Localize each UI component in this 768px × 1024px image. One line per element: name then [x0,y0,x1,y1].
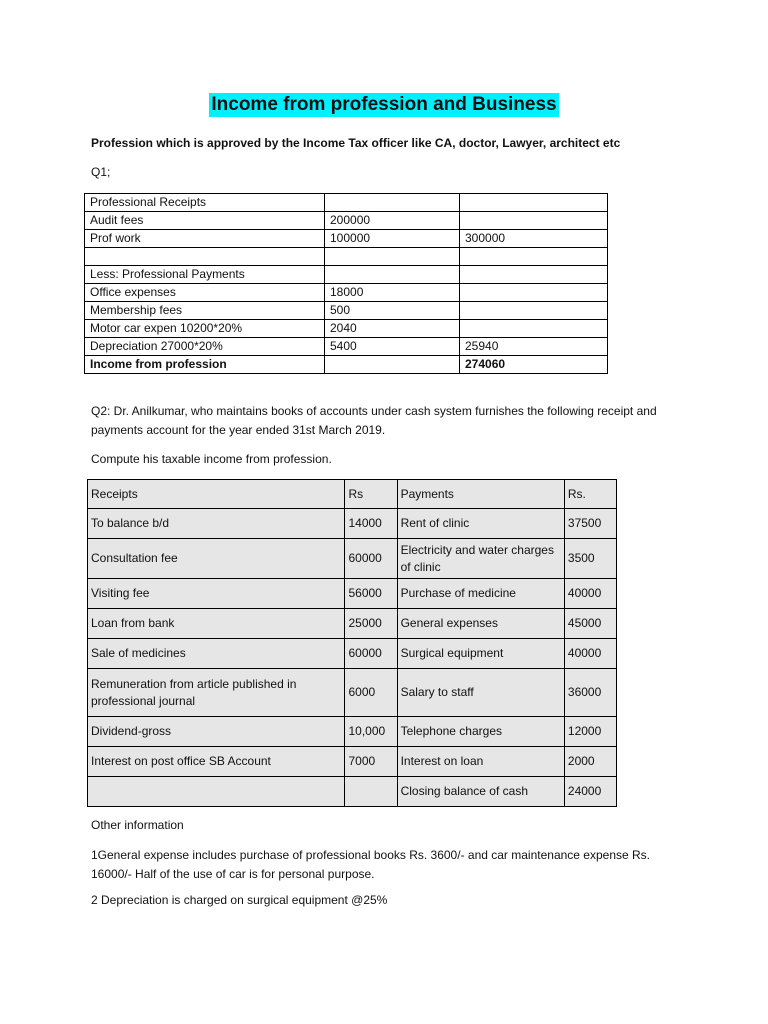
table-cell: 500 [325,302,460,320]
table-header-cell: Receipts [88,480,345,509]
table-cell: Membership fees [85,302,325,320]
table-row [85,302,608,320]
q2-text: Q2: Dr. Anilkumar, who maintains books of accounts under cash system furnishes the following receipt and payments account for the year ended 31st March 2019. [91,404,657,437]
table-cell: 45000 [564,609,616,639]
table-cell: To balance b/d [88,509,345,539]
table-header-cell: Rs. [564,480,616,509]
table-cell: Sale of medicines [88,639,345,669]
table-cell: Electricity and water charges of clinic [397,539,564,579]
table-cell: Surgical equipment [397,639,564,669]
table-row [88,747,617,777]
table-cell [325,194,460,212]
table-row [88,717,617,747]
table-cell: 25000 [345,609,397,639]
table-row [85,284,608,302]
table-cell [345,777,397,807]
table-cell: 60000 [345,639,397,669]
table-cell: Remuneration from article published in professional journal [88,669,345,717]
table-cell: Professional Receipts [85,194,325,212]
table-row [85,356,608,374]
table-row [88,639,617,669]
table-row [88,579,617,609]
table-cell [460,194,608,212]
table-cell: Closing balance of cash [397,777,564,807]
table-cell: 3500 [564,539,616,579]
table-cell [325,356,460,374]
table-row [88,669,617,717]
table-cell: 40000 [564,579,616,609]
table-cell: Depreciation 27000*20% [85,338,325,356]
table-cell [460,302,608,320]
table-cell: Consultation fee [88,539,345,579]
table-row [85,320,608,338]
table-cell: Less: Professional Payments [85,266,325,284]
table-cell [460,266,608,284]
table-cell [460,320,608,338]
table-cell: 12000 [564,717,616,747]
table-row [88,509,617,539]
table-cell: 2040 [325,320,460,338]
table-row [85,212,608,230]
note-2: 2 Depreciation is charged on surgical equipment @25% [91,893,388,907]
table-row [88,539,617,579]
table-cell: General expenses [397,609,564,639]
table-cell [460,248,608,266]
table-row [88,777,617,807]
table-cell: 18000 [325,284,460,302]
receipts-payments-table [87,479,617,807]
table-cell: Prof work [85,230,325,248]
table-row [85,248,608,266]
intro-text: Profession which is approved by the Income Tax officer like CA, doctor, Lawyer, architect etc [91,136,621,150]
note-1: 1General expense includes purchase of professional books Rs. 3600/- and car maintenance expense Rs. 16000/- Half of the use of car is for personal purpose. [91,848,651,881]
table-cell: Telephone charges [397,717,564,747]
table-cell [85,248,325,266]
page-title: Income from profession and Business [211,94,557,115]
table-row [85,230,608,248]
table-row [85,338,608,356]
table-cell [460,212,608,230]
table-cell: 2000 [564,747,616,777]
table-cell: 36000 [564,669,616,717]
q2-compute-text: Compute his taxable income from profession. [91,452,332,466]
table-cell: 25940 [460,338,608,356]
table-cell [325,248,460,266]
table-cell: 56000 [345,579,397,609]
table-header-cell: Rs [345,480,397,509]
q1-label: Q1; [91,165,111,179]
table-cell: 24000 [564,777,616,807]
table-cell: Motor car expen 10200*20% [85,320,325,338]
table-cell [325,266,460,284]
table-cell [460,284,608,302]
table-cell [88,777,345,807]
table-cell: 274060 [460,356,608,374]
table-cell: Purchase of medicine [397,579,564,609]
table-cell: 200000 [325,212,460,230]
table-cell: 37500 [564,509,616,539]
table-cell: 60000 [345,539,397,579]
table-cell: 300000 [460,230,608,248]
q1-table [84,193,608,374]
table-cell: Visiting fee [88,579,345,609]
table-cell: Interest on post office SB Account [88,747,345,777]
table-cell: 14000 [345,509,397,539]
table-cell: 7000 [345,747,397,777]
table-cell: Interest on loan [397,747,564,777]
table-cell: Dividend-gross [88,717,345,747]
table-cell: Office expenses [85,284,325,302]
title-wrap [0,93,768,117]
table-row [85,194,608,212]
table-cell: Rent of clinic [397,509,564,539]
table-header-cell: Payments [397,480,564,509]
table-cell: Loan from bank [88,609,345,639]
table-cell: 10,000 [345,717,397,747]
table-cell: 6000 [345,669,397,717]
table-cell: Salary to staff [397,669,564,717]
table-cell: Audit fees [85,212,325,230]
table-cell: 100000 [325,230,460,248]
table-cell: Income from profession [85,356,325,374]
table-cell: 5400 [325,338,460,356]
other-info-label: Other information [91,818,184,832]
table-cell: 40000 [564,639,616,669]
table-header-row [88,480,617,509]
table-row [88,609,617,639]
table-row [85,266,608,284]
